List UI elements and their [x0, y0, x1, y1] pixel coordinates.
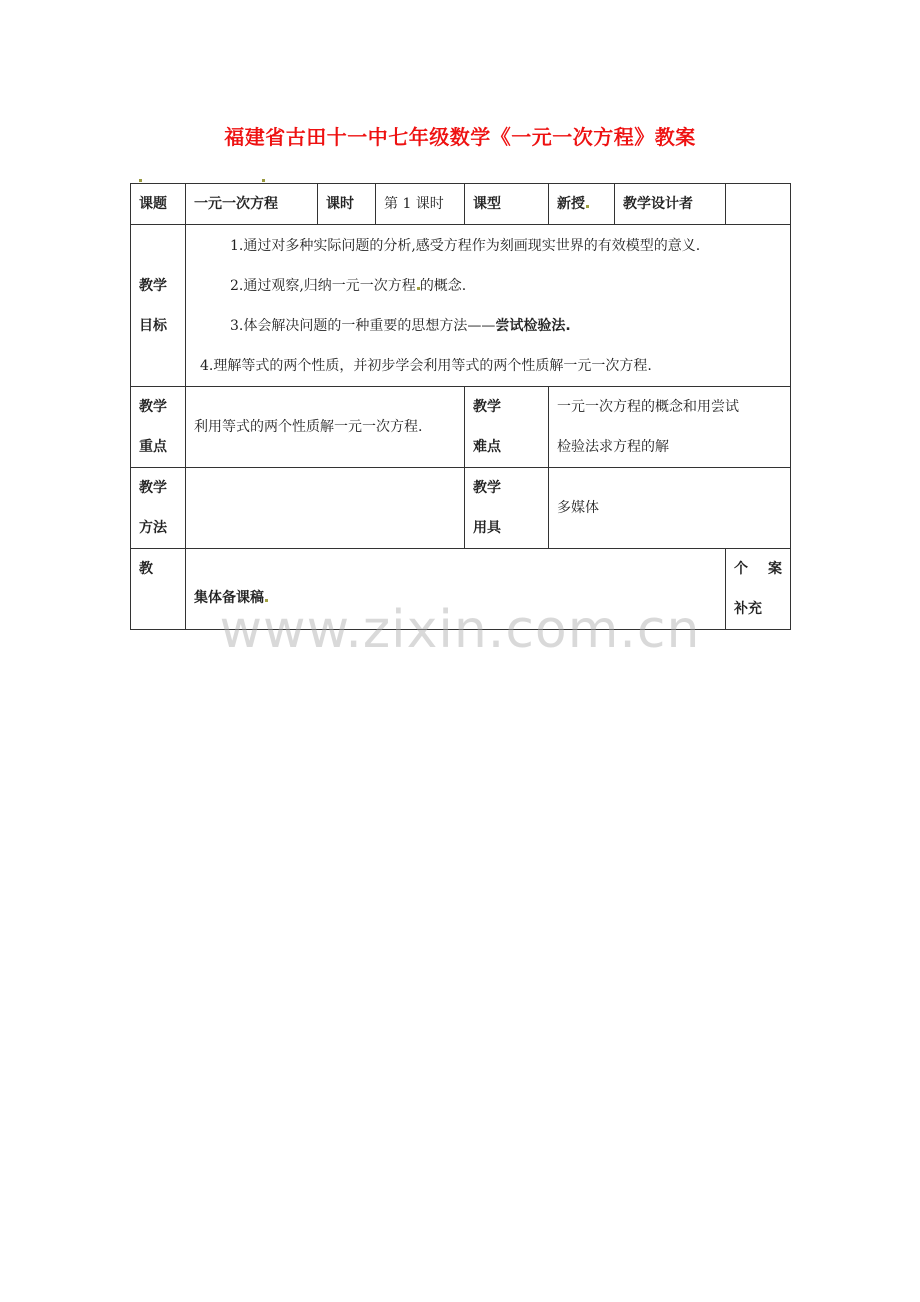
method-label-cell	[131, 468, 186, 549]
supplement-label-1	[734, 549, 782, 589]
method-label-1: 教学	[139, 480, 167, 496]
supplement-char-1: 个	[734, 561, 748, 577]
tools-label-2: 用具	[473, 520, 501, 536]
goal-item-2-text: 2.通过观察,归纳一元一次方程	[230, 277, 416, 294]
tools-label-1: 教学	[473, 480, 501, 496]
focus-label-cell	[131, 387, 186, 468]
period-label: 课时	[318, 184, 376, 225]
difficulty-value-1: 一元一次方程的概念和用尝试	[557, 399, 739, 415]
goals-content	[186, 225, 791, 387]
goals-label-cell	[131, 225, 186, 387]
goal-item-1: 1.通过对多种实际问题的分析,感受方程作为刻画现实世界的有效模型的意义.	[230, 237, 701, 254]
type-value-cell	[549, 184, 615, 225]
designer-value	[726, 184, 791, 225]
difficulty-label-2: 难点	[473, 439, 501, 455]
watermark-text: www.zixin.com.cn	[219, 600, 701, 660]
goal-item-2	[200, 276, 782, 296]
focus-value: 利用等式的两个性质解一元一次方程.	[186, 387, 465, 468]
topic-value: 一元一次方程	[186, 184, 318, 225]
difficulty-value-cell	[549, 387, 791, 468]
supplement-char-2: 案	[768, 561, 782, 577]
scan-dot	[139, 179, 142, 182]
method-value	[186, 468, 465, 549]
type-label: 课型	[465, 184, 549, 225]
goal-item-2-tail: 的概念.	[419, 277, 467, 294]
designer-label: 教学设计者	[615, 184, 726, 225]
page-title: 福建省古田十一中七年级数学《一元一次方程》教案	[224, 125, 696, 149]
type-value: 新授	[557, 196, 585, 212]
scan-mark	[586, 205, 589, 208]
goals-row	[131, 225, 791, 387]
period-value: 第 1 课时	[376, 184, 465, 225]
goal-item-3-text: 3.体会解决问题的一种重要的思想方法——	[230, 317, 496, 334]
tools-value: 多媒体	[549, 468, 791, 549]
goal-item-4: 4.理解等式的两个性质，并初步学会利用等式的两个性质解一元一次方程.	[200, 357, 652, 374]
difficulty-label-cell	[465, 387, 549, 468]
goals-label-2: 目标	[139, 317, 167, 334]
focus-label-2: 重点	[139, 439, 167, 455]
supplement-label-2: 补充	[734, 601, 762, 617]
topic-label: 课题	[131, 184, 186, 225]
goals-label-1: 教学	[139, 277, 167, 294]
process-label: 教	[131, 549, 186, 630]
scan-dot	[262, 179, 265, 182]
method-row	[131, 468, 791, 549]
difficulty-label-1: 教学	[473, 399, 501, 415]
goal-item-3	[200, 316, 782, 336]
tools-label-cell	[465, 468, 549, 549]
lesson-plan-table	[130, 183, 791, 630]
goal-item-3-emphasis: 尝试检验法.	[495, 317, 571, 334]
header-row	[131, 184, 791, 225]
difficulty-value-2: 检验法求方程的解	[557, 439, 669, 455]
method-label-2: 方法	[139, 520, 167, 536]
process-value: 集体备课稿	[194, 590, 264, 606]
focus-label-1: 教学	[139, 399, 167, 415]
focus-row	[131, 387, 791, 468]
